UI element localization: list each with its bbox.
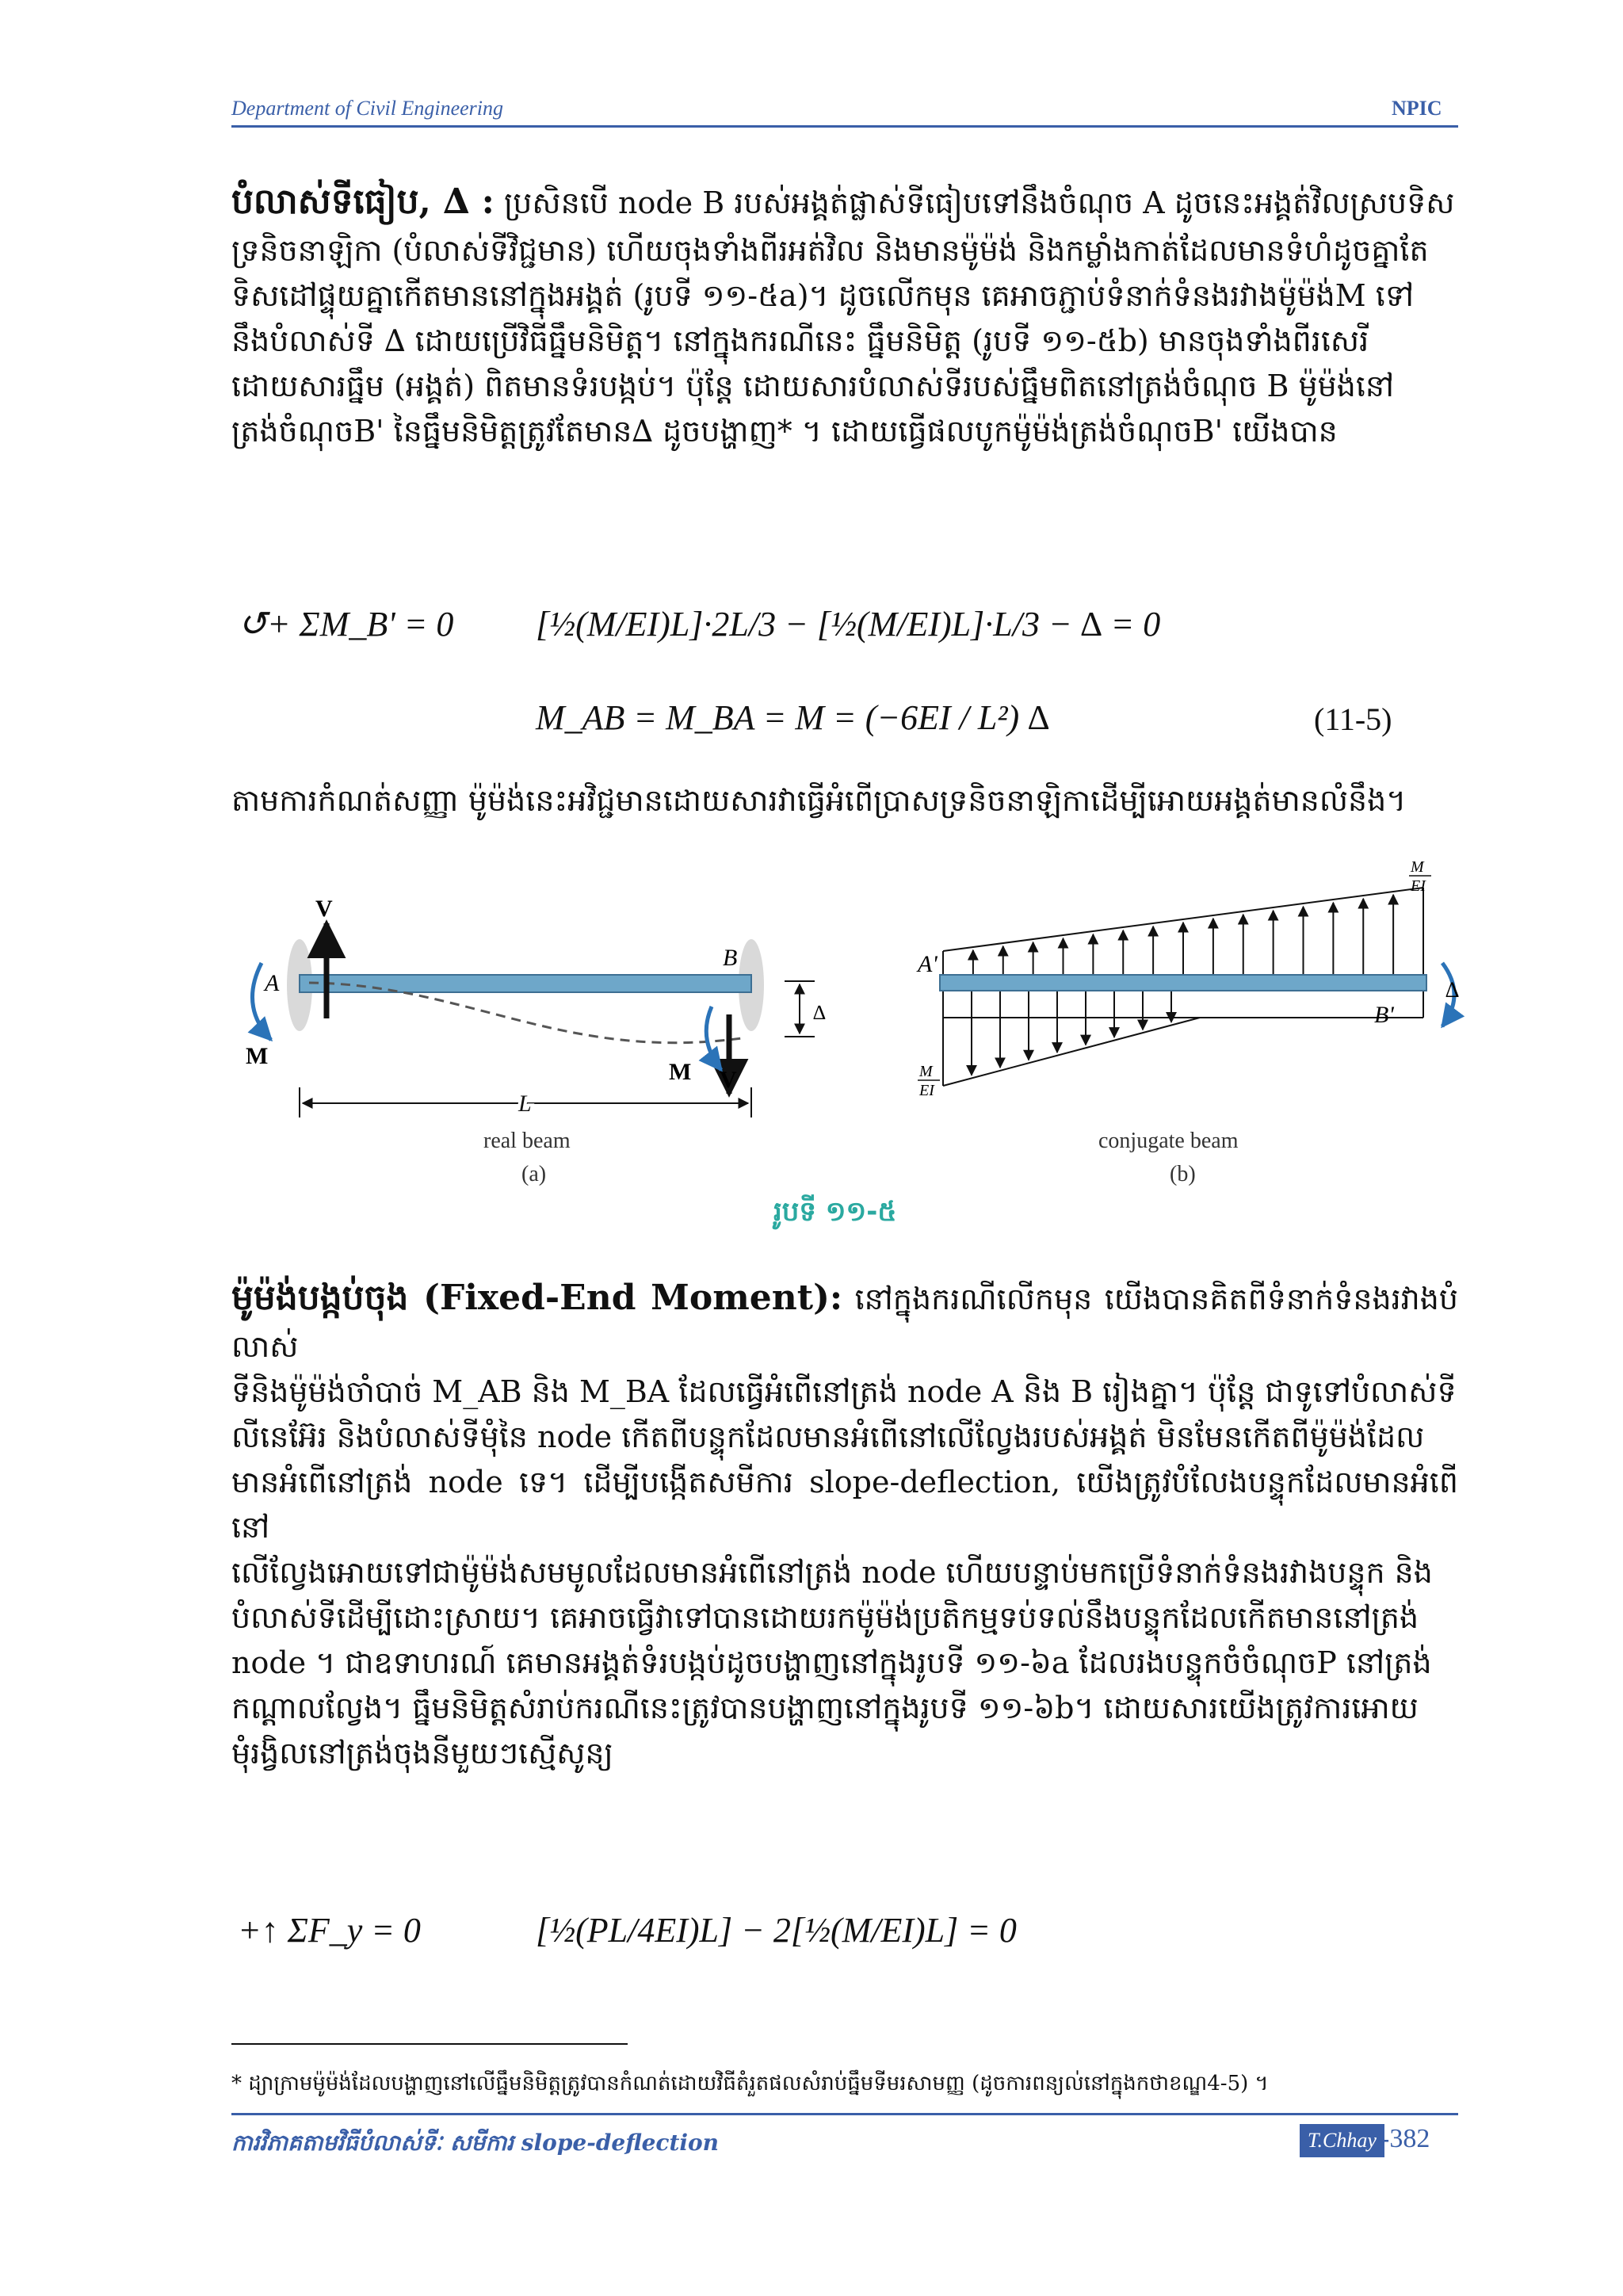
section1-heading: បំលាស់ទីធៀប, ∆ :: [231, 181, 495, 222]
label-ei-top: EI: [1411, 877, 1426, 895]
equation-2-number: (11-5): [1314, 701, 1392, 737]
footer-title: ការវិភាគតាមវិធីបំលាស់ទីៈ សមីការ slope-deflection: [231, 2130, 720, 2156]
label-a: A: [265, 970, 280, 996]
label-m-b: M: [669, 1059, 692, 1085]
conjugate-beam-diagram: [916, 858, 1459, 1099]
equation-1-right: [½(M/EI)L]·2L/3 − [½(M/EI)L]·L/3 − ∆ = 0: [536, 605, 1161, 644]
label-v-a: V: [315, 896, 333, 922]
label-v-b: V: [720, 1067, 737, 1093]
label-m-a: M: [246, 1043, 269, 1069]
label-ei-bottom: EI: [919, 1082, 934, 1099]
label-a-prime: A': [918, 951, 938, 977]
real-beam-diagram: [246, 896, 826, 1117]
section1-text: [231, 176, 1458, 454]
label-delta-a: ∆: [813, 1001, 826, 1024]
section1-line-3: នឹងបំលាស់ទី ∆ ដោយប្រើវិធីធ្នឹមនិមិត្ត។ នៅក្នុងករណីនេះ ធ្នឹមនិមិត្ត (រូបទី ១១-៥b) មានចុងទាំងពីរសេរី: [231, 323, 1369, 358]
section2-line-4: លើល្វែងអោយទៅជាម៉ូម៉ង់សមមូលដែលមានអំពើនៅត្រង់ node ហើយបន្ទាប់មកប្រើទំនាក់ទំនងរវាងបន្ទុក និង: [231, 1555, 1433, 1590]
label-b: B: [723, 945, 738, 971]
equation-3-right: [½(PL/4EI)L] − 2[½(M/EI)L] = 0: [536, 1911, 1017, 1950]
header-left: Department of Civil Engineering: [231, 97, 504, 120]
bottom-load-line: [943, 1018, 1200, 1086]
caption-sub-b: (b): [1170, 1162, 1196, 1186]
figure-caption: រូបទី ១១-៥: [773, 1196, 897, 1228]
conjugate-beam-member: [940, 975, 1426, 991]
label-b-prime: B': [1374, 1002, 1394, 1028]
section1-line-5: ត្រង់ចំណុចB' នៃធ្នឹមនិមិត្តត្រូវតែមាន∆ ដូចបង្ហាញ* ។ ដោយធ្វើផលបូកម៉ូម៉ង់ត្រង់ចំណុចB' យើងបាន: [231, 414, 1338, 449]
section1-line-2: ទិសដៅផ្ទុយគ្នាកើតមាននៅក្នុងអង្គត់ (រូបទី ១១-៥a)។ ដូចលើកមុន គេអាចភ្ជាប់ទំនាក់ទំនងរវាងម៉ូម៉ង់M ទៅ: [231, 278, 1415, 313]
label-delta-b: ∆: [1445, 978, 1460, 1003]
section2-line-0: នៅក្នុងករណីលើកមុន យើងបានគិតពីទំនាក់ទំនងរវាងបំលាស់: [231, 1282, 1458, 1364]
equation-2: M_AB = M_BA = M = (−6EI / L²) ∆: [536, 698, 1050, 737]
section1-after: តាមការកំណត់សញ្ញា ម៉ូម៉ង់នេះអវិជ្ជមានដោយសារវាធ្វើអំពើប្រាសទ្រនិចនាឡិកាដើម្បីអោយអង្គត់មានលំនឹង។: [231, 783, 1407, 818]
section2-text: [231, 1272, 1458, 1776]
label-m-ei-bottom: M: [919, 1063, 933, 1080]
section2-line-7: កណ្តាលល្វែង។ ធ្នឹមនិមិត្តសំរាប់ករណីនេះត្រូវបានបង្ហាញនៅក្នុងរូបទី ១១-៦b។ ដោយសារយើងត្រូវការអោយ: [231, 1690, 1419, 1725]
footer-rule: [231, 2113, 1458, 2115]
section2-line-3: មានអំពើនៅត្រង់ node ទេ។ ដើម្បីបង្កើតសមីការ slope-deflection, យើងត្រូវបំលែងបន្ទុកដែលមានអំពើនៅ: [231, 1465, 1458, 1545]
section1-line-0: ប្រសិនបើ node B របស់អង្គត់ផ្លាស់ទីធៀបទៅនឹងចំណុច A ដូចនេះអង្គត់វិលស្របទិស: [503, 185, 1455, 220]
footnote: * ដ្យាក្រាមម៉ូម៉ង់ដែលបង្ហាញនៅលើធ្នឹមនិមិត្តត្រូវបានកំណត់ដោយវិធីតំរួតផលសំរាប់ធ្នឹមទីមរសាមញ្ញ (ដូចការពន្យល់នៅក្នុងកថាខណ្ឌ4-5) ។: [231, 2072, 1269, 2095]
equation-3-left: +↑ ΣF_y = 0: [238, 1911, 421, 1950]
beam-member: [300, 975, 751, 992]
header-rule: [231, 125, 1458, 128]
footer-author: T.Chhay: [1300, 2124, 1384, 2157]
moment-b-arrow: [706, 1007, 721, 1070]
section2-line-2: លីនេអ៊ែរ និងបំលាស់ទីមុំនៃ node កើតពីបន្ទុកដែលមានអំពើនៅលើល្វែងរបស់អង្គត់ មិនមែនកើតពីម៉ូម៉ង់ដែល: [231, 1419, 1425, 1454]
section1-line-1: ទ្រនិចនាឡិកា (បំលាស់ទីវិជ្ជមាន) ហើយចុងទាំងពីរអត់វិល និងមានម៉ូម៉ង់ និងកម្លាំងកាត់ដែលមានទំហំដូចគ្នាតែ: [231, 233, 1429, 268]
caption-sub-a: (a): [521, 1162, 547, 1186]
header-right: NPIC: [1392, 97, 1442, 120]
section2-line-5: បំលាស់ទីដើម្បីដោះស្រាយ។ គេអាចធ្វើវាទៅបានដោយរកម៉ូម៉ង់ប្រតិកម្មទប់ទល់នឹងបន្ទុកដែលកើតមាននៅត្រង់: [231, 1600, 1419, 1635]
figure-11-5: [230, 856, 1466, 1252]
label-m-ei-top: M: [1411, 858, 1424, 876]
footnote-rule: [231, 2043, 628, 2045]
section2-heading: ម៉ូម៉ង់បង្កប់ចុង (Fixed-End Moment):: [231, 1278, 843, 1318]
section2-line-6: node ។ ជាឧទាហរណ៍ គេមានអង្គត់ទំរបង្កប់ដូចបង្ហាញនៅក្នុងរូបទី ១១-៦a ដែលរងបន្ទុកចំចំណុចP នៅត្រង់: [231, 1645, 1432, 1680]
caption-conjugate-beam: conjugate beam: [1098, 1129, 1239, 1153]
equation-1-left: ↺+ ΣM_B' = 0: [238, 605, 454, 644]
section2-line-1: ទីនិងម៉ូម៉ង់ចាំបាច់ M_AB និង M_BA ដែលធ្វើអំពើនៅត្រង់ node A និង B រៀងគ្នា។ ប៉ុន្តែ ជាទូទៅបំលាស់ទី: [231, 1374, 1457, 1409]
upward-load-arrows: [973, 895, 1393, 975]
label-l: L: [518, 1091, 532, 1117]
page-number: -382: [1381, 2124, 1430, 2153]
section2-line-8: មុំរង្វិលនៅត្រង់ចុងនីមួយៗស្មើសូន្យ: [231, 1736, 613, 1771]
section1-line-4: ដោយសារធ្នឹម (អង្គត់) ពិតមានទំរបង្កប់។ ប៉ុន្តែ ដោយសារបំលាស់ទីរបស់ធ្នឹមពិតនៅត្រង់ចំណុច B ម៉ូម៉ង់នៅ: [231, 369, 1395, 403]
caption-real-beam: real beam: [483, 1129, 571, 1153]
